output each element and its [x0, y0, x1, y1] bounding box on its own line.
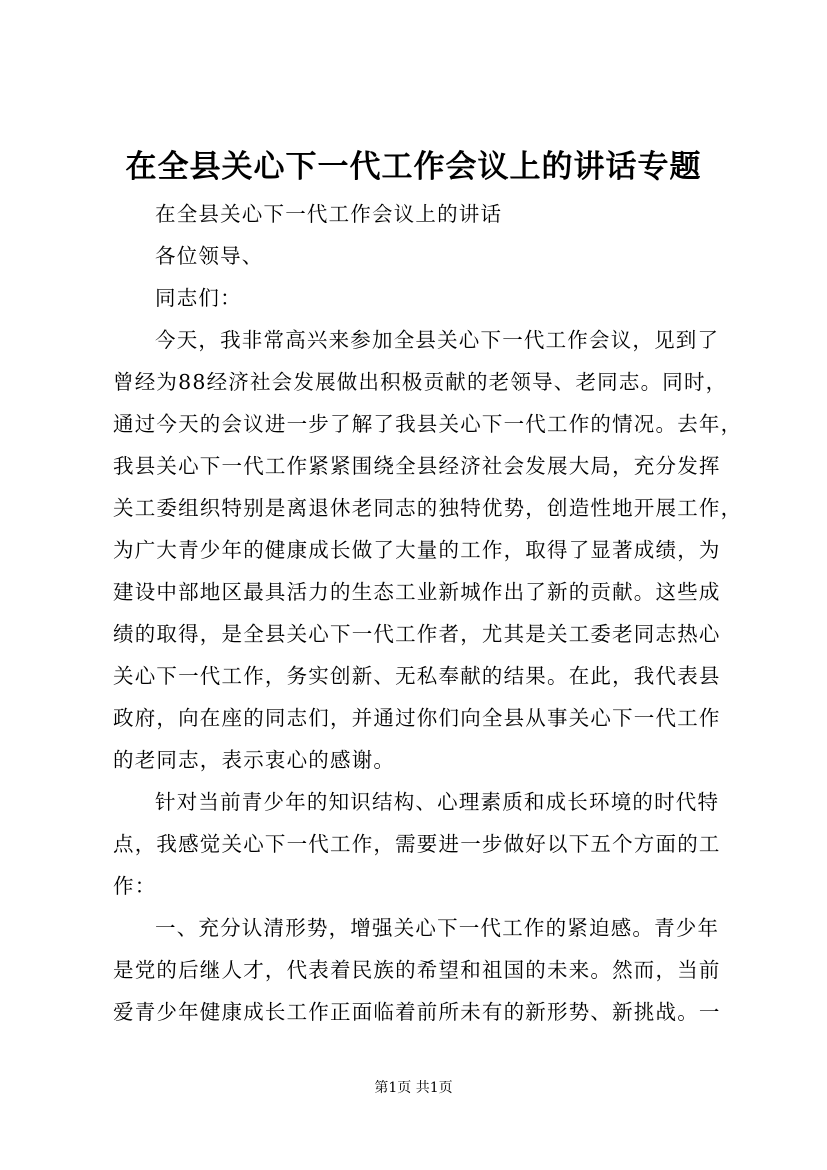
- body-line: 通过今天的会议进一步了解了我县关心下一代工作的情况。去年，: [113, 412, 743, 436]
- body-line: 点，我感觉关心下一代工作，需要进一步做好以下五个方面的工: [113, 832, 721, 856]
- body-line: 今天，我非常高兴来参加全县关心下一代工作会议，见到了: [155, 328, 720, 352]
- page-number-footer: 第1页 共1页: [374, 1080, 453, 1096]
- body-line: 一、充分认清形势，增强关心下一代工作的紧迫感。青少年: [155, 916, 720, 940]
- body-line: 爱青少年健康成长工作正面临着前所未有的新形势、新挑战。一: [113, 1000, 721, 1024]
- subtitle-line: 在全县关心下一代工作会议上的讲话: [155, 202, 503, 226]
- body-line: 建设中部地区最具活力的生态工业新城作出了新的贡献。这些成: [113, 580, 721, 604]
- body-line: 我县关心下一代工作紧紧围绕全县经济社会发展大局，充分发挥: [113, 454, 721, 478]
- body-line: 绩的取得，是全县关心下一代工作者，尤其是关工委老同志热心: [113, 622, 721, 646]
- salutation-line: 各位领导、: [155, 244, 264, 268]
- body-line: 政府，向在座的同志们，并通过你们向全县从事关心下一代工作: [113, 706, 721, 730]
- body-line: 作：: [113, 874, 157, 898]
- body-line: 曾经为88经济社会发展做出积极贡献的老领导、老同志。同时，: [113, 370, 728, 394]
- body-line: 的老同志，表示衷心的感谢。: [113, 748, 396, 772]
- body-line: 针对当前青少年的知识结构、心理素质和成长环境的时代特: [155, 790, 720, 814]
- body-line: 关工委组织特别是离退休老同志的独特优势，创造性地开展工作，: [113, 496, 743, 520]
- body-line: 为广大青少年的健康成长做了大量的工作，取得了显著成绩，为: [113, 538, 721, 562]
- document-title: 在全县关心下一代工作会议上的讲话专题: [125, 149, 702, 185]
- body-line: 是党的后继人才，代表着民族的希望和祖国的未来。然而，当前: [113, 958, 721, 982]
- body-line: 关心下一代工作，务实创新、无私奉献的结果。在此，我代表县: [113, 664, 721, 688]
- salutation-line: 同志们：: [155, 286, 242, 310]
